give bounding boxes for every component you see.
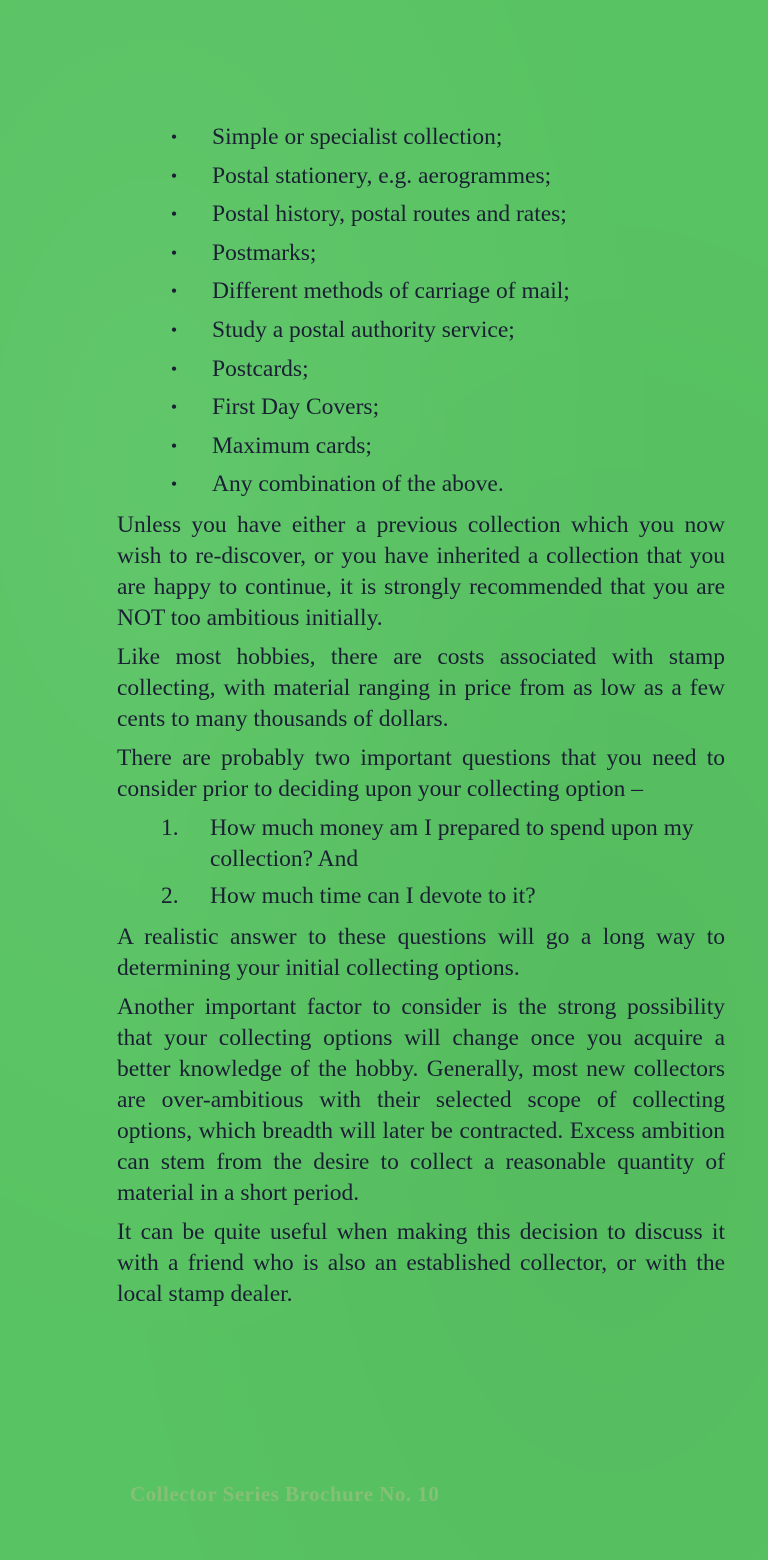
list-item — [0, 118, 768, 157]
list-item-text: Postal stationery, e.g. aerogrammes; — [212, 162, 552, 189]
paragraph-costs: Like most hobbies, there are costs associated with stamp collecting, with material ranging in price from as low as a few cents to many thousands of dollars. — [117, 644, 725, 732]
list-item — [0, 388, 768, 427]
question-number: 2. — [161, 883, 179, 909]
list-item — [0, 272, 768, 311]
paragraph-discuss-advice: It can be quite useful when making this decision to discuss it with a friend who is also an established collector, or with the local stamp dealer. — [117, 1219, 725, 1307]
list-item-text: Maximum cards; — [212, 432, 372, 459]
question-text: How much money am I prepared to spend upon my collection? And — [210, 815, 694, 872]
brochure-footer: Collector Series Brochure No. 10 — [130, 1482, 440, 1506]
list-item-text: Any combination of the above. — [212, 471, 504, 498]
list-item-text: Simple or specialist collection; — [212, 124, 503, 150]
bullet-icon: • — [170, 204, 178, 225]
paragraph-changing-options: Another important factor to consider is the strong possibility that your collecting options will change once you acquire a better knowledge of the hobby. Generally, most new collectors are over-ambitious with their selected scope of collecting options, which breadth will later be contracted. Excess ambition can stem from the desire to collect a reasonable quantity of material in a short period. — [117, 994, 725, 1206]
list-item — [0, 350, 768, 389]
list-item — [0, 234, 768, 273]
paragraph-ambition-warning: Unless you have either a previous collection which you now wish to re-discover, or you have inherited a collection that you are happy to continue, it is strongly recommended that you are NOT too ambitious initially. — [117, 512, 725, 631]
questions-list — [117, 813, 725, 912]
list-item-text: Postcards; — [212, 355, 309, 382]
collecting-options-list — [0, 118, 768, 504]
question-item — [117, 813, 725, 875]
bullet-icon: • — [170, 397, 178, 418]
list-item — [0, 157, 768, 196]
list-item — [0, 311, 768, 350]
list-item — [0, 427, 768, 466]
paragraph-questions-intro: There are probably two important questions that you need to consider prior to deciding upon your collecting option – — [117, 745, 725, 802]
bullet-icon: • — [170, 474, 178, 495]
bullet-icon: • — [170, 165, 178, 186]
list-item-text: Different methods of carriage of mail; — [212, 278, 570, 305]
bullet-icon: • — [170, 358, 178, 379]
list-item-text: Study a postal authority service; — [212, 316, 515, 343]
list-item-text: Postmarks; — [212, 239, 317, 266]
list-item-text: Postal history, postal routes and rates; — [212, 201, 567, 228]
bullet-icon: • — [170, 319, 178, 340]
bullet-icon: • — [170, 127, 178, 147]
list-item-text: First Day Covers; — [212, 394, 380, 421]
bullet-icon: • — [170, 435, 178, 456]
question-number: 1. — [161, 815, 179, 841]
body-text — [117, 510, 725, 1318]
question-text: How much time can I devote to it? — [210, 883, 536, 909]
list-item — [0, 195, 768, 234]
bullet-icon: • — [170, 242, 178, 263]
question-item — [117, 881, 725, 912]
bullet-icon: • — [170, 281, 178, 302]
list-item — [0, 465, 768, 504]
paragraph-realistic-answer: A realistic answer to these questions will go a long way to determining your initial collecting options. — [117, 924, 725, 981]
